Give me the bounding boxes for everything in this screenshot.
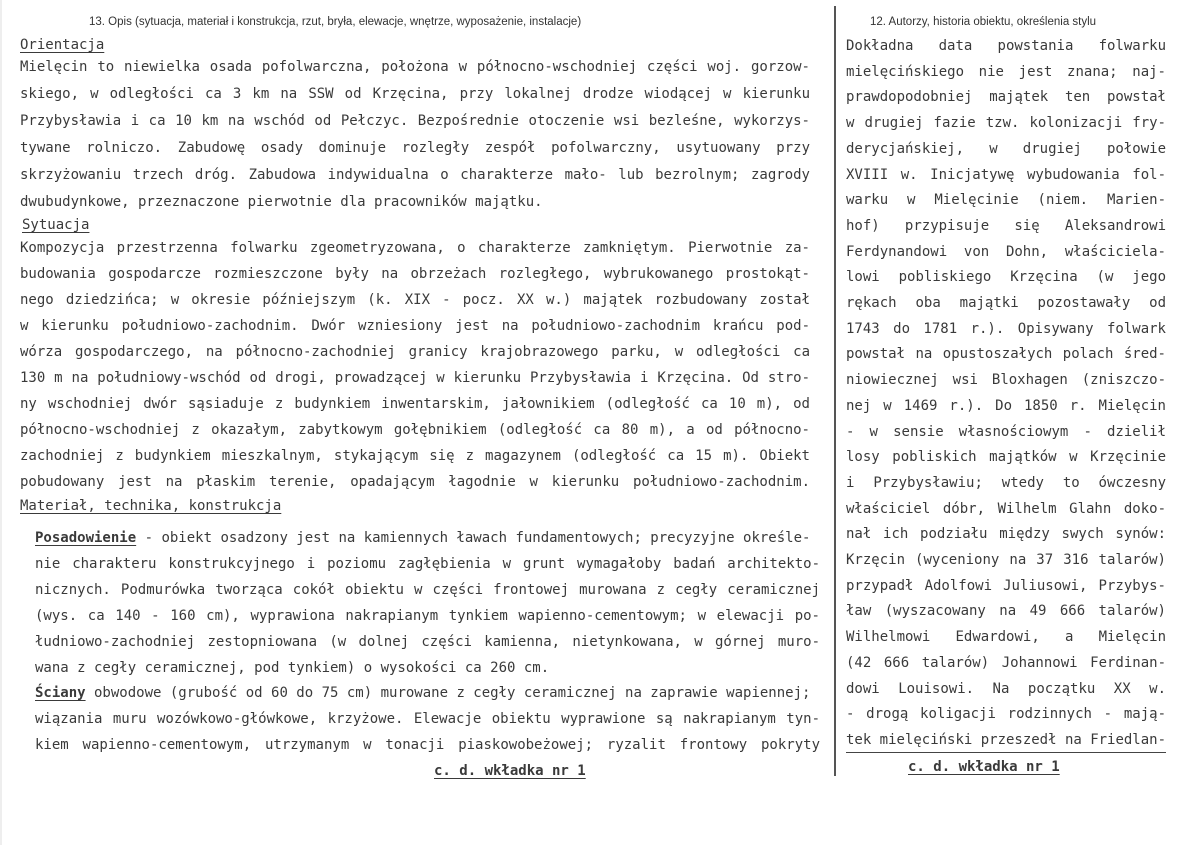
sytuacja-line: zachodniej z budynkiem mieszkalnym, stykającym się z magazynem (odległość ca 15 m). Obiekt: [20, 448, 810, 464]
orientacja-line: skiego, w odległości ca 3 km na SSW od Krzęcina, przy lokalnej drodze wiodącej w kierunku: [20, 86, 810, 102]
heading-orientacja: Orientacja: [20, 37, 105, 53]
history-line: tek mielęciński przeszedł na Friedlan-: [846, 731, 1166, 748]
history-line: niowiecznej wsi Bloxhagen (zniszczo-: [846, 372, 1166, 389]
history-line: lowi pobliskiego Krzęcina (w jego: [846, 269, 1166, 286]
sytuacja-line: ny wschodniej dwór sąsiaduje z budynkiem inwentarskim, jałownikiem (odległość ca 10 m), od: [20, 396, 810, 412]
history-line: Dokładna data powstania folwarku: [846, 38, 1166, 54]
posadowienie-label: Posadowienie: [35, 530, 137, 546]
sciany-label: Ściany: [35, 685, 86, 701]
posadowienie-line: łudniowo-zachodniej zestopniowana (w dolnej części kamienna, nietynkowana, w górnej muro-: [35, 634, 820, 650]
sytuacja-line: Kompozycja przestrzenna folwarku zgeometryzowana, o charakterze zamkniętym. Pierwotnie za-: [20, 240, 810, 256]
posadowienie-line: nicznych. Podmurówka tworząca cokół obiektu w części frontowej murowana z cegły ceramicznej: [35, 582, 820, 598]
page-edge: [0, 0, 2, 845]
heading-sytuacja: Sytuacja: [22, 217, 90, 233]
posadowienie-text: - obiekt osadzony jest na kamiennych ławach fundamentowych; precyzyjne określe-: [136, 530, 811, 546]
sytuacja-line: pobudowany jest na płaskim terenie, opadającym łagodnie w kierunku południowo-zachodnim.: [20, 474, 810, 490]
history-line: Ferdynandowi von Dohn, właściciela-: [846, 243, 1166, 260]
history-line: hof) przypisuje się Aleksandrowi: [846, 217, 1166, 234]
right-continuation-note: c. d. wkładka nr 1: [908, 759, 1060, 775]
right-column-title: 12. Autorzy, historia obiektu, określenia stylu: [870, 16, 1097, 28]
history-line: dowi Louisowi. Na początku XX w.: [846, 680, 1166, 697]
history-line: Krzęcin (wyceniony na 37 316 talarów): [846, 552, 1166, 568]
sytuacja-line: wórza gospodarczego, na północno-zachodniej granicy krajobrazowego parku, w odległości ca: [20, 344, 810, 360]
orientacja-line: Przybysławia i ca 10 km na wschód od Pełczyc. Bezpośrednie otoczenie wsi bezleśne, wykorzys-: [20, 113, 810, 129]
history-line: - drogą koligacji rodzinnych - mają-: [846, 706, 1166, 723]
history-bottom-rule: [846, 752, 1166, 753]
column-divider: [834, 6, 836, 776]
history-line: nał ich podziału między swych synów:: [846, 526, 1166, 543]
sciany-text: obwodowe (grubość od 60 do 75 cm) murowane z cegły ceramicznej na zaprawie wapiennej;: [85, 685, 811, 701]
history-line: (42 666 talarów) Johannowi Ferdinan-: [846, 654, 1166, 671]
sytuacja-line: nego dziedzińca; w okresie późniejszym (k. XIX - pocz. XX w.) majątek rozbudowany został: [20, 292, 810, 308]
history-line: właściciel dóbr, Wilhelm Glahn doko-: [846, 500, 1166, 517]
posadowienie-line: wana z cegły ceramicznej, pod tynkiem) o wysokości ca 260 cm.: [35, 660, 550, 676]
history-line: - w sensie własnościowym - dzielił: [846, 423, 1166, 440]
history-line: powstał na opustoszałych polach śred-: [846, 346, 1166, 363]
history-line: XVIII w. Inicjatywę wybudowania fol-: [846, 166, 1166, 183]
history-line: nej w 1469 r.). Do 1850 r. Mielęcin: [846, 397, 1166, 414]
history-line: w drugiej fazie tzw. kolonizacji fry-: [846, 115, 1166, 132]
history-line: mielęcińskiego nie jest znana; naj-: [846, 63, 1166, 80]
history-line: prawdopodobniej majątek ten powstał: [846, 89, 1166, 106]
orientacja-line: dwubudynkowe, przeznaczone pierwotnie dla pracowników majątku.: [20, 194, 543, 210]
history-line: derycjańskiej, w drugiej połowie: [846, 140, 1166, 157]
sciany-line: wiązania muru wozówkowo-główkowe, krzyżowe. Elewacje obiektu wyprawione są nakrapianym tyn-: [35, 711, 820, 727]
sytuacja-line: w kierunku południowo-zachodnim. Dwór wzniesiony jest na południowo-zachodnim krańcu pod-: [20, 318, 810, 334]
history-line: 1743 do 1781 r.). Opisywany folwark: [846, 320, 1166, 337]
posadowienie-first-line: [35, 530, 810, 546]
heading-material: Materiał, technika, konstrukcja: [20, 498, 282, 514]
sytuacja-line: 130 m na południowy-wschód od drogi, prowadzącej w kierunku Przybysławia i Krzęcina. Od stro-: [20, 370, 810, 386]
history-line: rękach oba majątki pozostawały od: [846, 295, 1166, 311]
sytuacja-line: budowania gospodarcze rozmieszczone były na obrzeżach rozległego, wybrukowanego prostokąt-: [20, 266, 810, 282]
sciany-first-line: [35, 685, 810, 701]
history-line: i Przybysławiu; wtedy to ówczesny: [846, 474, 1166, 491]
posadowienie-line: (wys. ca 140 - 160 cm), wyprawiona nakrapianym tynkiem wapienno-cementowym; w elewacji po-: [35, 608, 820, 624]
history-line: przypadł Adolfowi Juliusowi, Przybys-: [846, 577, 1166, 594]
orientacja-line: tywane rolniczo. Zabudowę osady dominuje rozległy zespół pofolwarczny, usytuowany przy: [20, 140, 810, 156]
sciany-line: kiem wapienno-cementowym, utrzymanym w tonacji piaskowobeżowej; ryzalit frontowy pokryty: [35, 737, 820, 753]
history-line: losy pobliskich majątków w Krzęcinie: [846, 449, 1166, 466]
orientacja-line: Mielęcin to niewielka osada pofolwarczna, położona w północno-wschodniej części woj. gorzow-: [20, 59, 810, 75]
history-line: Wilhelmowi Edwardowi, a Mielęcin: [846, 629, 1166, 646]
sytuacja-line: północno-wschodniej z okazałym, zabytkowym gołębnikiem (odległość ca 80 m), a od północno-: [20, 422, 810, 438]
history-line: ław (wyszacowany na 49 666 talarów): [846, 603, 1166, 620]
history-line: warku w Mielęcinie (niem. Marien-: [846, 192, 1166, 209]
orientacja-line: skrzyżowaniu trzech dróg. Zabudowa indywidualna o charakterze mało- lub bezrolnym; zagrody: [20, 167, 810, 183]
posadowienie-line: nie charakteru konstrukcyjnego i poziomu zagłębienia w grunt wymagałoby badań architekto-: [35, 556, 820, 572]
left-column-title: 13. Opis (sytuacja, materiał i konstrukcja, rzut, bryła, elewacje, wnętrze, wyposażenie, instalacje): [89, 16, 582, 28]
left-continuation-note: c. d. wkładka nr 1: [434, 763, 586, 779]
